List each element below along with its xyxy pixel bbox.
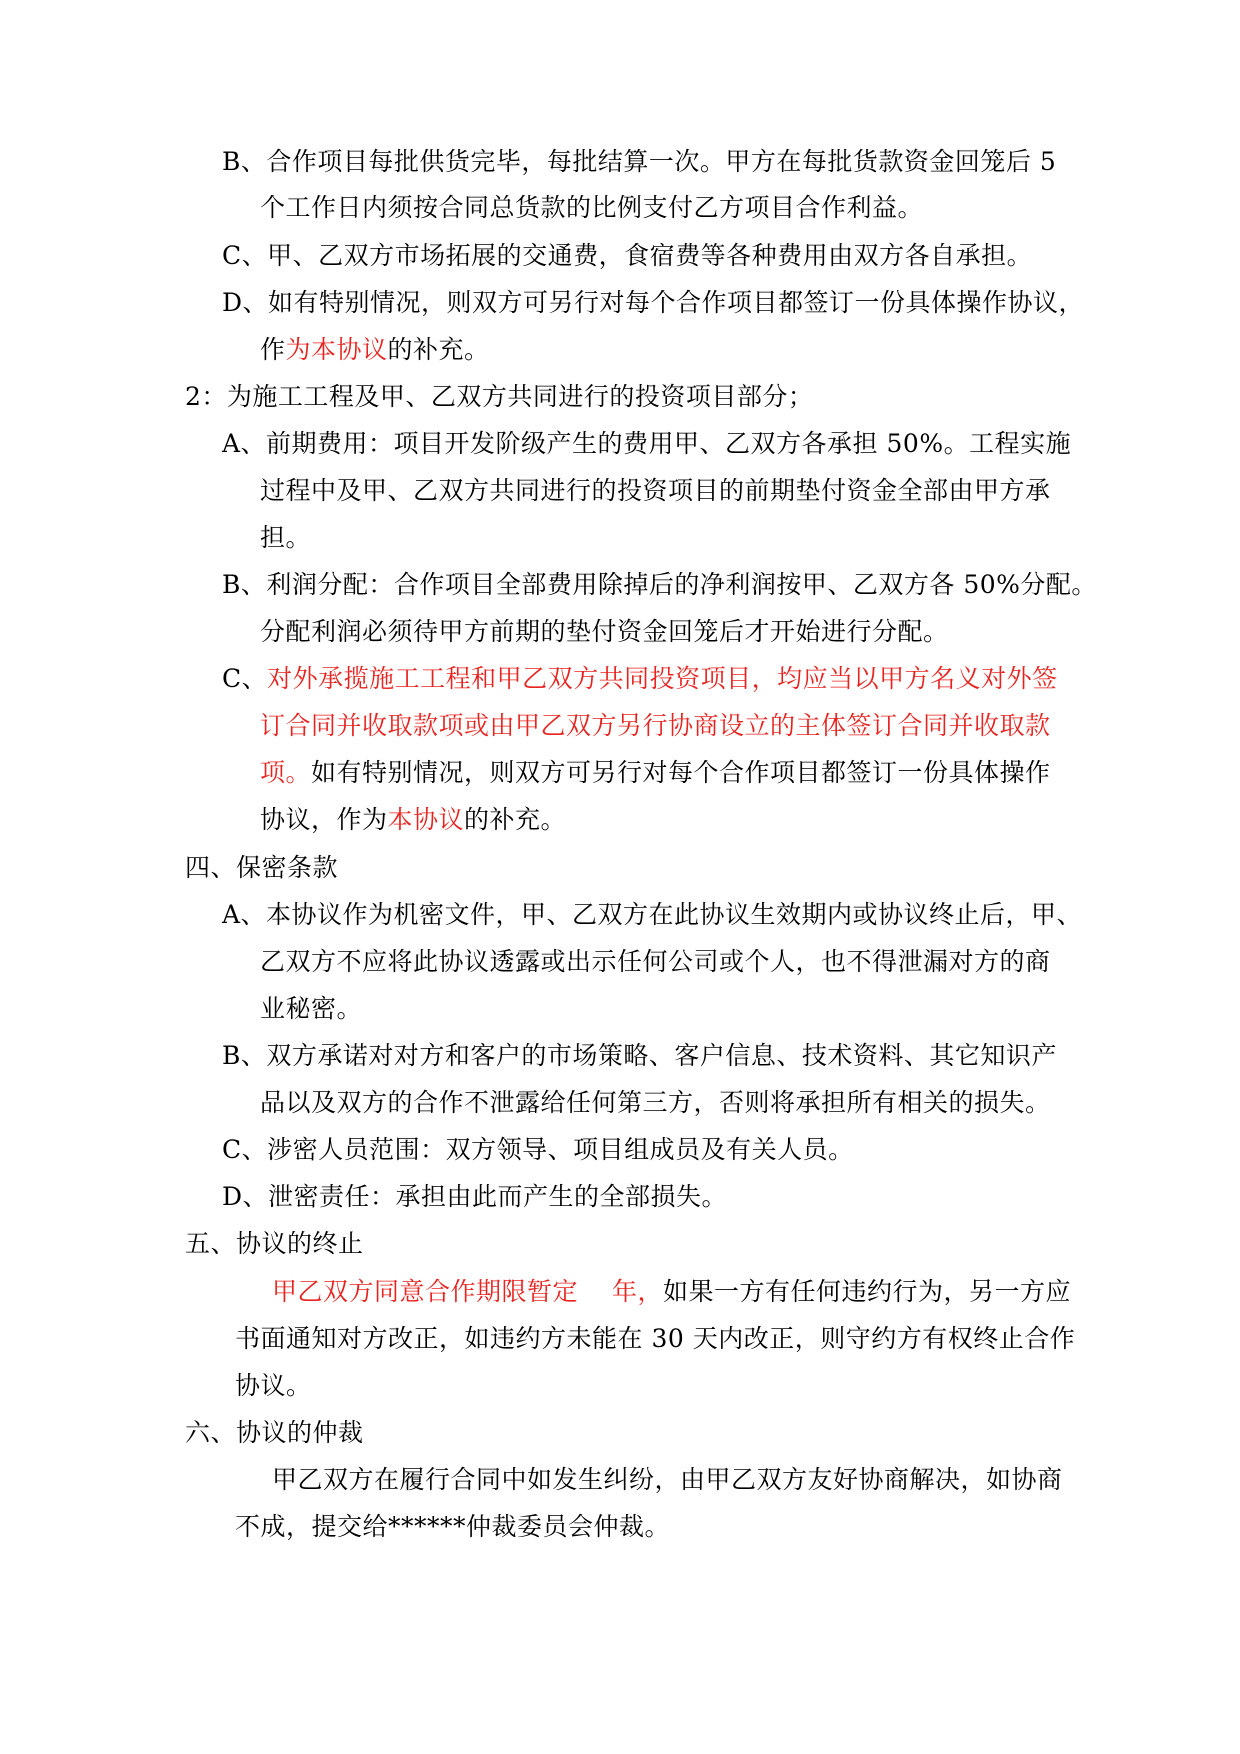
section-2-heading: 2：为施工工程及甲、乙双方共同进行的投资项目部分； [185, 382, 814, 411]
clause-2c-text-4a: 协议，作为 [260, 805, 388, 834]
section-4-heading: 四、保密条款 [185, 853, 339, 882]
clause-2c-highlight-1: 对外承揽施工工程和甲乙双方共同投资项目，均应当以甲方名义对外签 [267, 664, 1058, 693]
section-6-heading: 六、协议的仲裁 [185, 1418, 364, 1447]
clause-2c-highlight-4: 本协议 [387, 805, 465, 834]
clause-2a-line-2: 过程中及甲、乙双方共同进行的投资项目的前期垫付资金全部由甲方承 [260, 476, 1051, 505]
section-5-heading: 五、协议的终止 [185, 1229, 364, 1258]
clause-2c-label: C、 [222, 664, 268, 693]
clause-2c-text-4b: 的补充。 [464, 805, 567, 834]
clause-4d: D、泄密责任：承担由此而产生的全部损失。 [222, 1182, 728, 1211]
clause-2c-highlight-3: 项。 [260, 758, 312, 787]
clause-2a-line-1: A、前期费用：项目开发阶级产生的费用甲、乙双方各承担 50%。工程实施 [222, 429, 1072, 458]
clause-2a-line-3: 担。 [260, 523, 312, 552]
clause-1c: C、甲、乙双方市场拓展的交通费，食宿费等各种费用由双方各自承担。 [222, 241, 1033, 270]
term-highlight: 甲乙双方同意合作期限暂定 年， [272, 1277, 663, 1306]
clause-2b-line-1: B、利润分配：合作项目全部费用除掉后的净利润按甲、乙双方各 50%分配。 [222, 570, 1097, 599]
clause-2c-line-3 [260, 758, 1051, 788]
clause-1b-line-1: B、合作项目每批供货完毕，每批结算一次。甲方在每批货款资金回笼后 5 [222, 147, 1057, 176]
clause-1d-line-1: D、如有特别情况，则双方可另行对每个合作项目都签订一份具体操作协议， [222, 288, 1085, 317]
clause-4a-line-1: A、本协议作为机密文件，甲、乙双方在此协议生效期内或协议终止后，甲、 [222, 900, 1083, 929]
section-5-text-1: 如果一方有任何违约行为，另一方应 [662, 1277, 1071, 1306]
section-6-para-line-1: 甲乙双方在履行合同中如发生纠纷，由甲乙双方友好协商解决，如协商 [272, 1465, 1063, 1494]
section-5-para-line-1 [272, 1277, 1071, 1307]
clause-2c-line-4 [260, 805, 566, 835]
clause-1d-line-2 [260, 335, 490, 365]
clause-4c: C、涉密人员范围：双方领导、项目组成员及有关人员。 [222, 1135, 854, 1164]
clause-4b-line-1: B、双方承诺对对方和客户的市场策略、客户信息、技术资料、其它知识产 [222, 1041, 1057, 1070]
clause-4a-line-3: 业秘密。 [260, 994, 363, 1023]
clause-2c-line-1 [222, 664, 1058, 694]
clause-1d-text-b: 的补充。 [387, 335, 490, 364]
clause-2b-line-2: 分配利润必须待甲方前期的垫付资金回笼后才开始进行分配。 [260, 617, 949, 646]
section-6-para-line-2: 不成，提交给******仲裁委员会仲裁。 [235, 1512, 671, 1541]
section-5-para-line-2: 书面通知对方改正，如违约方未能在 30 天内改正，则守约方有权终止合作 [235, 1324, 1076, 1353]
clause-2c-line-2: 订合同并收取款项或由甲乙双方另行协商设立的主体签订合同并收取款 [260, 711, 1051, 740]
clause-4a-line-2: 乙双方不应将此协议透露或出示任何公司或个人，也不得泄漏对方的商 [260, 947, 1051, 976]
clause-1d-highlight: 为本协议 [285, 335, 388, 364]
clause-1b-line-2: 个工作日内须按合同总货款的比例支付乙方项目合作利益。 [260, 193, 924, 222]
clause-4b-line-2: 品以及双方的合作不泄露给任何第三方，否则将承担所有相关的损失。 [260, 1088, 1051, 1117]
clause-1d-text-a: 作 [260, 335, 286, 364]
clause-2c-text-3: 如有特别情况，则双方可另行对每个合作项目都签订一份具体操作 [311, 758, 1051, 787]
section-5-para-line-3: 协议。 [235, 1371, 312, 1400]
